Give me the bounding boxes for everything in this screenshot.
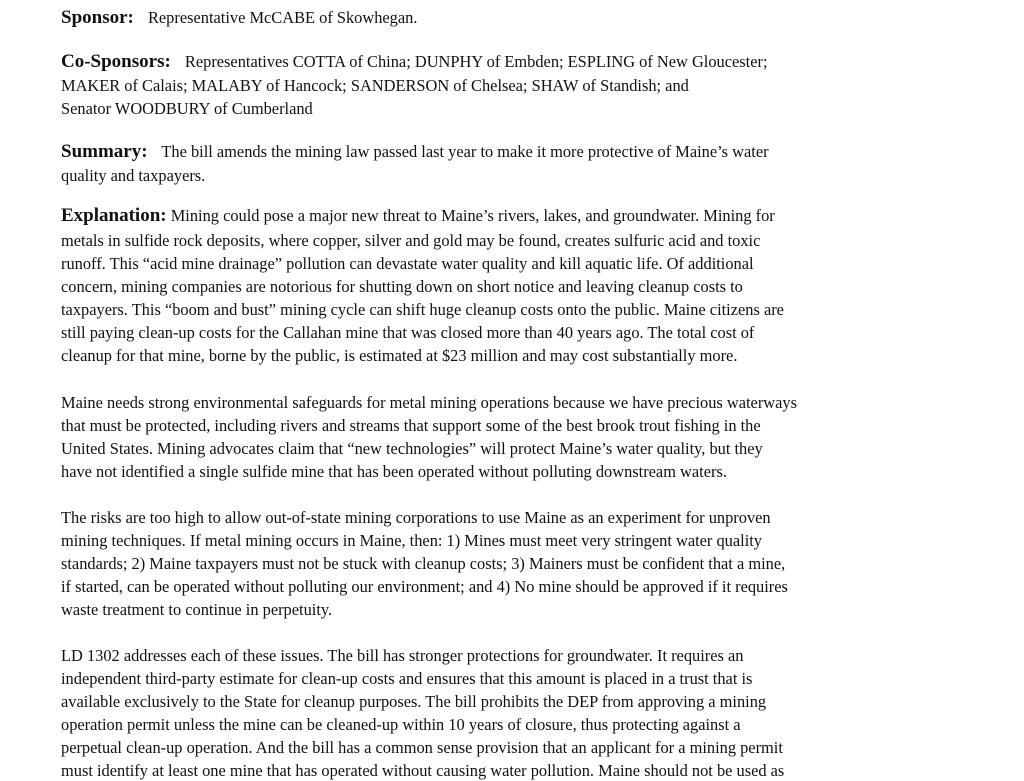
paragraph-4-line: perpetual clean-up operation. And the bill has a common sense provision that an applicant for a mining permit bbox=[61, 738, 783, 757]
paragraph-3-line: mining techniques. If metal mining occurs in Maine, then: 1) Mines must meet very stringent water quality bbox=[61, 531, 762, 550]
sponsor-text: Representative McCABE of Skowhegan. bbox=[147, 8, 418, 27]
cosponsors-line-2: MAKER of Calais; MALABY of Hancock; SANDERSON of Chelsea; SHAW of Standish; and bbox=[61, 76, 689, 95]
explanation-line-1 bbox=[61, 206, 775, 226]
paragraph-4-line: available exclusively to the State for cleanup purposes. The bill prohibits the DEP from approving a mining bbox=[61, 692, 767, 711]
paragraph-4-line: operation permit unless the mine can be cleaned-up within 10 years of closure, thus protecting against a bbox=[61, 715, 741, 734]
cosponsors-line-3: Senator WOODBURY of Cumberland bbox=[61, 99, 313, 118]
sponsor-line bbox=[61, 8, 417, 28]
paragraph-3-line: waste treatment to continue in perpetuity. bbox=[61, 600, 333, 619]
paragraph-2-line: United States. Mining advocates claim that “new technologies” will protect Maine’s water quality, but they bbox=[61, 439, 763, 458]
paragraph-1-line: concern, mining companies are notorious for shutting down on short notice and leaving cleanup costs to bbox=[61, 277, 743, 296]
summary-label: Summary: bbox=[61, 141, 148, 162]
explanation-text: Mining could pose a major new threat to Maine’s rivers, lakes, and groundwater. Mining for bbox=[170, 206, 775, 225]
paragraph-1-line: cleanup for that mine, borne by the public, is estimated at $23 million and may cost substantially more. bbox=[61, 346, 738, 365]
sponsor-label: Sponsor: bbox=[61, 7, 134, 28]
paragraph-2-line: have not identified a single sulfide mine that has been operated without polluting downstream waters. bbox=[61, 462, 727, 481]
paragraph-4-line: independent third-party estimate for clean-up costs and ensures that this amount is placed in a trust that is bbox=[61, 669, 753, 688]
paragraph-1-line: taxpayers. This “boom and bust” mining cycle can shift huge cleanup costs onto the public. Maine citizens are bbox=[61, 300, 784, 319]
paragraph-2-line: that must be protected, including rivers and streams that support some of the best brook trout fishing in the bbox=[61, 416, 761, 435]
paragraph-3-line: if started, can be operated without polluting our environment; and 4) No mine should be approved if it requires bbox=[61, 577, 788, 596]
summary-line-2: quality and taxpayers. bbox=[61, 166, 206, 185]
paragraph-1-line: metals in sulfide rock deposits, where copper, silver and gold may be found, creates sulfuric acid and toxic bbox=[61, 231, 761, 250]
cosponsors-label: Co-Sponsors: bbox=[61, 51, 171, 72]
paragraph-1-line: still paying clean-up costs for the Callahan mine that was closed more than 40 years ago. The total cost of bbox=[61, 323, 755, 342]
paragraph-3-line: The risks are too high to allow out-of-state mining corporations to use Maine as an experiment for unproven bbox=[61, 508, 771, 527]
cosponsors-text: Representatives COTTA of China; DUNPHY of Embden; ESPLING of New Gloucester; bbox=[184, 52, 768, 71]
paragraph-4-line-cutoff: must identify at least one mine that has operated without causing water pollution. Maine should not be used as bbox=[61, 761, 785, 780]
summary-line-1 bbox=[61, 142, 769, 162]
explanation-label: Explanation: bbox=[61, 205, 167, 226]
paragraph-4-line: LD 1302 addresses each of these issues. The bill has stronger protections for groundwater. It requires an bbox=[61, 646, 744, 665]
paragraph-3-line: standards; 2) Maine taxpayers must not be stuck with cleanup costs; 3) Mainers must be confident that a mine, bbox=[61, 554, 786, 573]
cosponsors-line-1 bbox=[61, 52, 768, 72]
paragraph-1-line: runoff. This “acid mine drainage” pollution can devastate water quality and kill aquatic life. Of additional bbox=[61, 254, 754, 273]
paragraph-2-line: Maine needs strong environmental safeguards for metal mining operations because we have precious waterways bbox=[61, 393, 797, 412]
summary-text: The bill amends the mining law passed last year to make it more protective of Maine’s water bbox=[161, 142, 769, 161]
